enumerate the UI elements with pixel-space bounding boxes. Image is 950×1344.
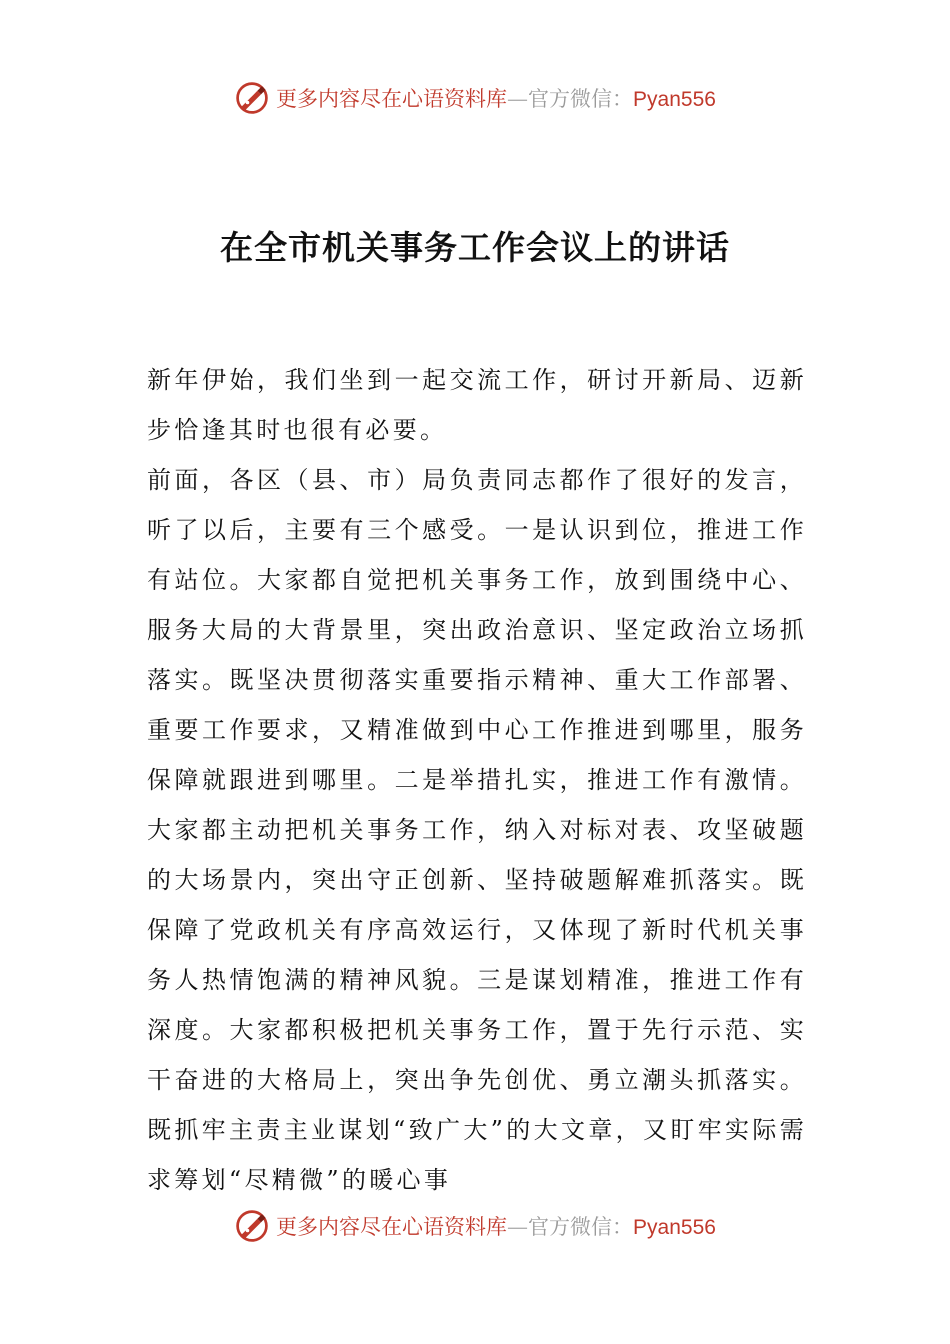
paragraph: 前面，各区（县、市）局负责同志都作了很好的发言，听了以后，主要有三个感受。一是认识到位，推进工作有站位。大家都自觉把机关事务工作，放到围绕中心、服务大局的大背景里，突出政治意识、坚定政治立场抓落实。既坚决贯彻落实重要指示精神、重大工作部署、重要工作要求，又精准做到中心工作推进到哪里，服务保障就跟进到哪里。二是举措扎实，推进工作有激情。大家都主动把机关事务工作，纳入对标对表、攻坚破题的大场景内，突出守正创新、坚持破题解难抓落实。既保障了党政机关有序高效运行，又体现了新时代机关事务人热情饱满的精神风貌。三是谋划精准，推进工作有深度。大家都积极把机关事务工作，置于先行示范、实干奋进的大格局上，突出争先创优、勇立潮头抓落实。既抓牢主责主业谋划“致广大”的大文章，又盯牢实际需求筹划“尽精微”的暖心事: [147, 466, 807, 1194]
banner-separator: —: [507, 1215, 529, 1239]
footer-banner: [0, 1208, 950, 1244]
banner-slogan: 更多内容尽在心语资料库: [276, 87, 508, 111]
banner-wechat-label: 官方微信：: [528, 1215, 634, 1239]
header-banner: [0, 80, 950, 116]
banner-wechat-label: 官方微信：: [528, 87, 634, 111]
banner-separator: —: [507, 87, 529, 111]
banner-slogan: 更多内容尽在心语资料库: [276, 1215, 508, 1239]
banner-text: [276, 1211, 716, 1241]
pen-nib-logo-icon: [234, 80, 270, 116]
banner-account: Pyan556: [633, 1216, 716, 1239]
paragraph: 新年伊始，我们坐到一起交流工作，研讨开新局、迈新步恰逢其时也很有必要。: [147, 366, 807, 444]
banner-text: [276, 83, 716, 113]
banner-account: Pyan556: [633, 88, 716, 111]
pen-nib-logo-icon: [234, 1208, 270, 1244]
document-body: [147, 355, 807, 1205]
document-title: 在全市机关事务工作会议上的讲话: [220, 228, 730, 267]
